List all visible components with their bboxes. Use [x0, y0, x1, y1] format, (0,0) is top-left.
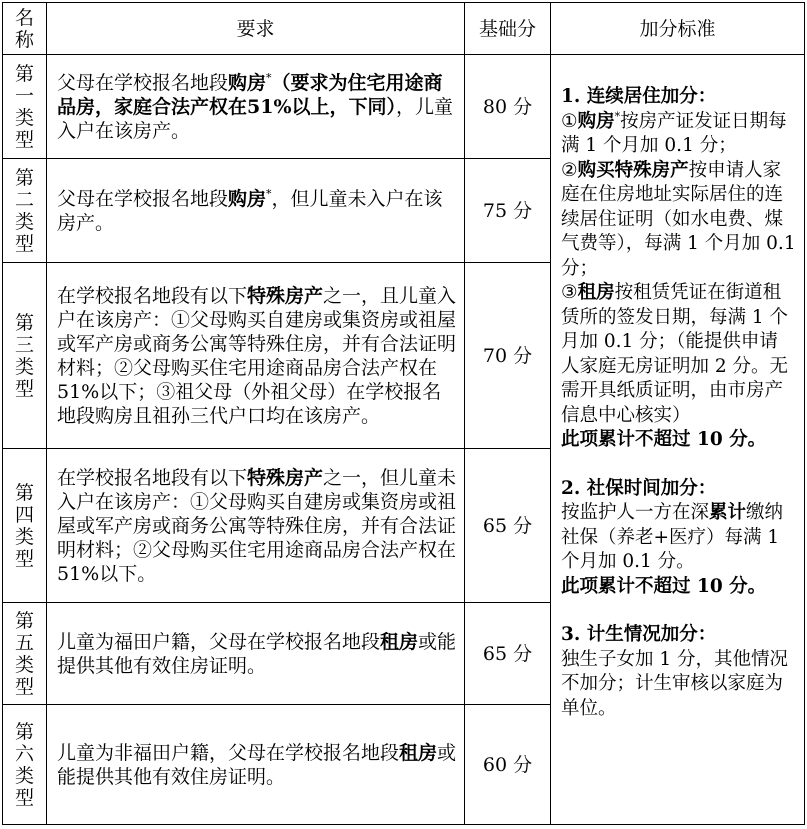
bonus-1-title: 1. 连续居住加分： — [561, 86, 717, 107]
header-bonus-standard: 加分标准 — [551, 3, 805, 55]
type-name — [3, 449, 47, 603]
bonus-1c-bold: 租房 — [577, 282, 615, 303]
bonus-2-text-a: 按监护人一方在深 — [561, 502, 710, 523]
requirement-emphasis: 购房 — [228, 71, 267, 94]
type-name-text: 第五类型 — [15, 609, 35, 698]
requirement-text: 之一，且儿童入户在该房产：①父母购买自建房或集资房或祖屋或军产房或商务公寓等特殊住房，并有合法证明材料；②父母购买住宅用途商品房合法产权在 51%以下；③祖父母（外祖父母）在学校报名地段购房且祖孙三代户口均在该房产。 — [57, 284, 457, 427]
base-score: 65 分 — [465, 449, 551, 603]
asterisk-mark: * — [266, 71, 272, 85]
requirement-text: 父母在学校报名地段 — [57, 187, 229, 210]
requirement-text: 在学校报名地段有以下 — [57, 284, 248, 307]
header-name — [3, 3, 47, 55]
type-name-text: 第二类型 — [15, 166, 35, 255]
bonus-1b-num: ② — [561, 159, 578, 181]
bonus-standard-cell — [551, 55, 805, 825]
type-name — [3, 263, 47, 449]
requirement-emphasis: 特殊房产 — [247, 284, 324, 307]
requirement-text: ，儿童入户在该房产。 — [57, 95, 454, 142]
requirement-cell — [47, 449, 465, 603]
requirement-text: 在学校报名地段有以下 — [57, 466, 248, 489]
requirement-text: 之一，但儿童未入户在该房产：①父母购买自建房或集资房或祖屋或军产房或商务公寓等特殊住房，并有合法证明材料；②父母购买住宅用途商品房合法产权在 51%以下。 — [57, 466, 457, 585]
requirement-text: 父母在学校报名地段 — [57, 71, 229, 94]
type-name — [3, 55, 47, 159]
bonus-2-text-bold: 累计 — [709, 502, 747, 523]
base-score: 60 分 — [465, 705, 551, 825]
bonus-section-3 — [561, 623, 796, 721]
bonus-1-cap: 此项累计不超过 10 分。 — [561, 429, 767, 450]
requirement-text: 或能提供其他有效住房证明。 — [57, 741, 457, 788]
requirement-cell — [47, 263, 465, 449]
bonus-1a — [561, 111, 787, 157]
bonus-section-1 — [561, 85, 796, 453]
type-name — [3, 603, 47, 705]
header-base-score: 基础分 — [465, 3, 551, 55]
admission-criteria-table — [2, 2, 805, 825]
requirement-emphasis: 租房 — [380, 630, 419, 653]
bonus-1c-num: ③ — [561, 282, 578, 303]
requirement-emphasis: 购房 — [228, 187, 267, 210]
bonus-1b — [561, 160, 796, 279]
bonus-2-cap: 此项累计不超过 10 分。 — [561, 575, 767, 597]
bonus-1a-text: 按房产证发证日期每满 1 个月加 0.1 分； — [561, 110, 787, 156]
bonus-2-title: 2. 社保时间加分： — [561, 477, 717, 499]
asterisk-mark: * — [266, 187, 272, 201]
bonus-1a-sup: * — [614, 109, 621, 123]
bonus-1a-num: ① — [561, 110, 578, 132]
requirement-text: ，但儿童未入户在该房产。 — [57, 187, 443, 234]
type-name — [3, 159, 47, 263]
requirement-cell — [47, 603, 465, 705]
requirement-text: 儿童为福田户籍，父母在学校报名地段 — [57, 630, 381, 653]
header-name-text: 名称 — [15, 6, 35, 51]
bonus-1c — [561, 282, 788, 426]
bonus-1c-text: 按租赁凭证在街道租赁所的签发日期，每满 1 个月加 0.1 分；（能提供申请人家庭无房证明加 2 分。无需开具纸质证明，由市房产信息中心核实） — [561, 282, 789, 426]
bonus-1b-bold: 购买特殊房产 — [577, 159, 689, 181]
type-name-text: 第六类型 — [15, 720, 35, 809]
type-name-text: 第三类型 — [15, 311, 35, 400]
bonus-3-title: 3. 计生情况加分： — [561, 624, 717, 645]
type-name — [3, 705, 47, 825]
bonus-3-text: 独生子女加 1 分，其他情况不加分；计生审核以家庭为单位。 — [561, 648, 789, 719]
requirement-cell — [47, 159, 465, 263]
bonus-section-2 — [561, 477, 796, 600]
requirement-emphasis: 特殊房产 — [247, 466, 324, 489]
base-score: 65 分 — [465, 603, 551, 705]
requirement-cell — [47, 55, 465, 159]
bonus-1a-bold: 购房 — [577, 110, 615, 132]
type-name-text: 第一类型 — [15, 62, 35, 151]
bonus-2-text-b: 缴纳社保（养老+医疗）每满 1 个月加 0.1 分。 — [561, 502, 784, 572]
requirement-emphasis: 租房 — [399, 741, 438, 764]
header-requirement: 要求 — [47, 3, 465, 55]
base-score: 75 分 — [465, 159, 551, 263]
requirement-cell — [47, 705, 465, 825]
type-name-text: 第四类型 — [15, 481, 35, 570]
base-score: 70 分 — [465, 263, 551, 449]
bonus-1b-text: 按申请人家庭在住房地址实际居住的连续居住证明（如水电费、煤气费等），每满 1 个月加 0.1 分； — [561, 159, 796, 279]
requirement-text: 或能提供其他有效住房证明。 — [57, 630, 457, 677]
header-row — [3, 3, 805, 55]
base-score: 80 分 — [465, 55, 551, 159]
requirement-emphasis: （要求为住宅用途商品房，家庭合法产权在51%以上，下同） — [57, 71, 443, 118]
table-row — [3, 55, 805, 159]
requirement-text: 儿童为非福田户籍，父母在学校报名地段 — [57, 741, 400, 764]
